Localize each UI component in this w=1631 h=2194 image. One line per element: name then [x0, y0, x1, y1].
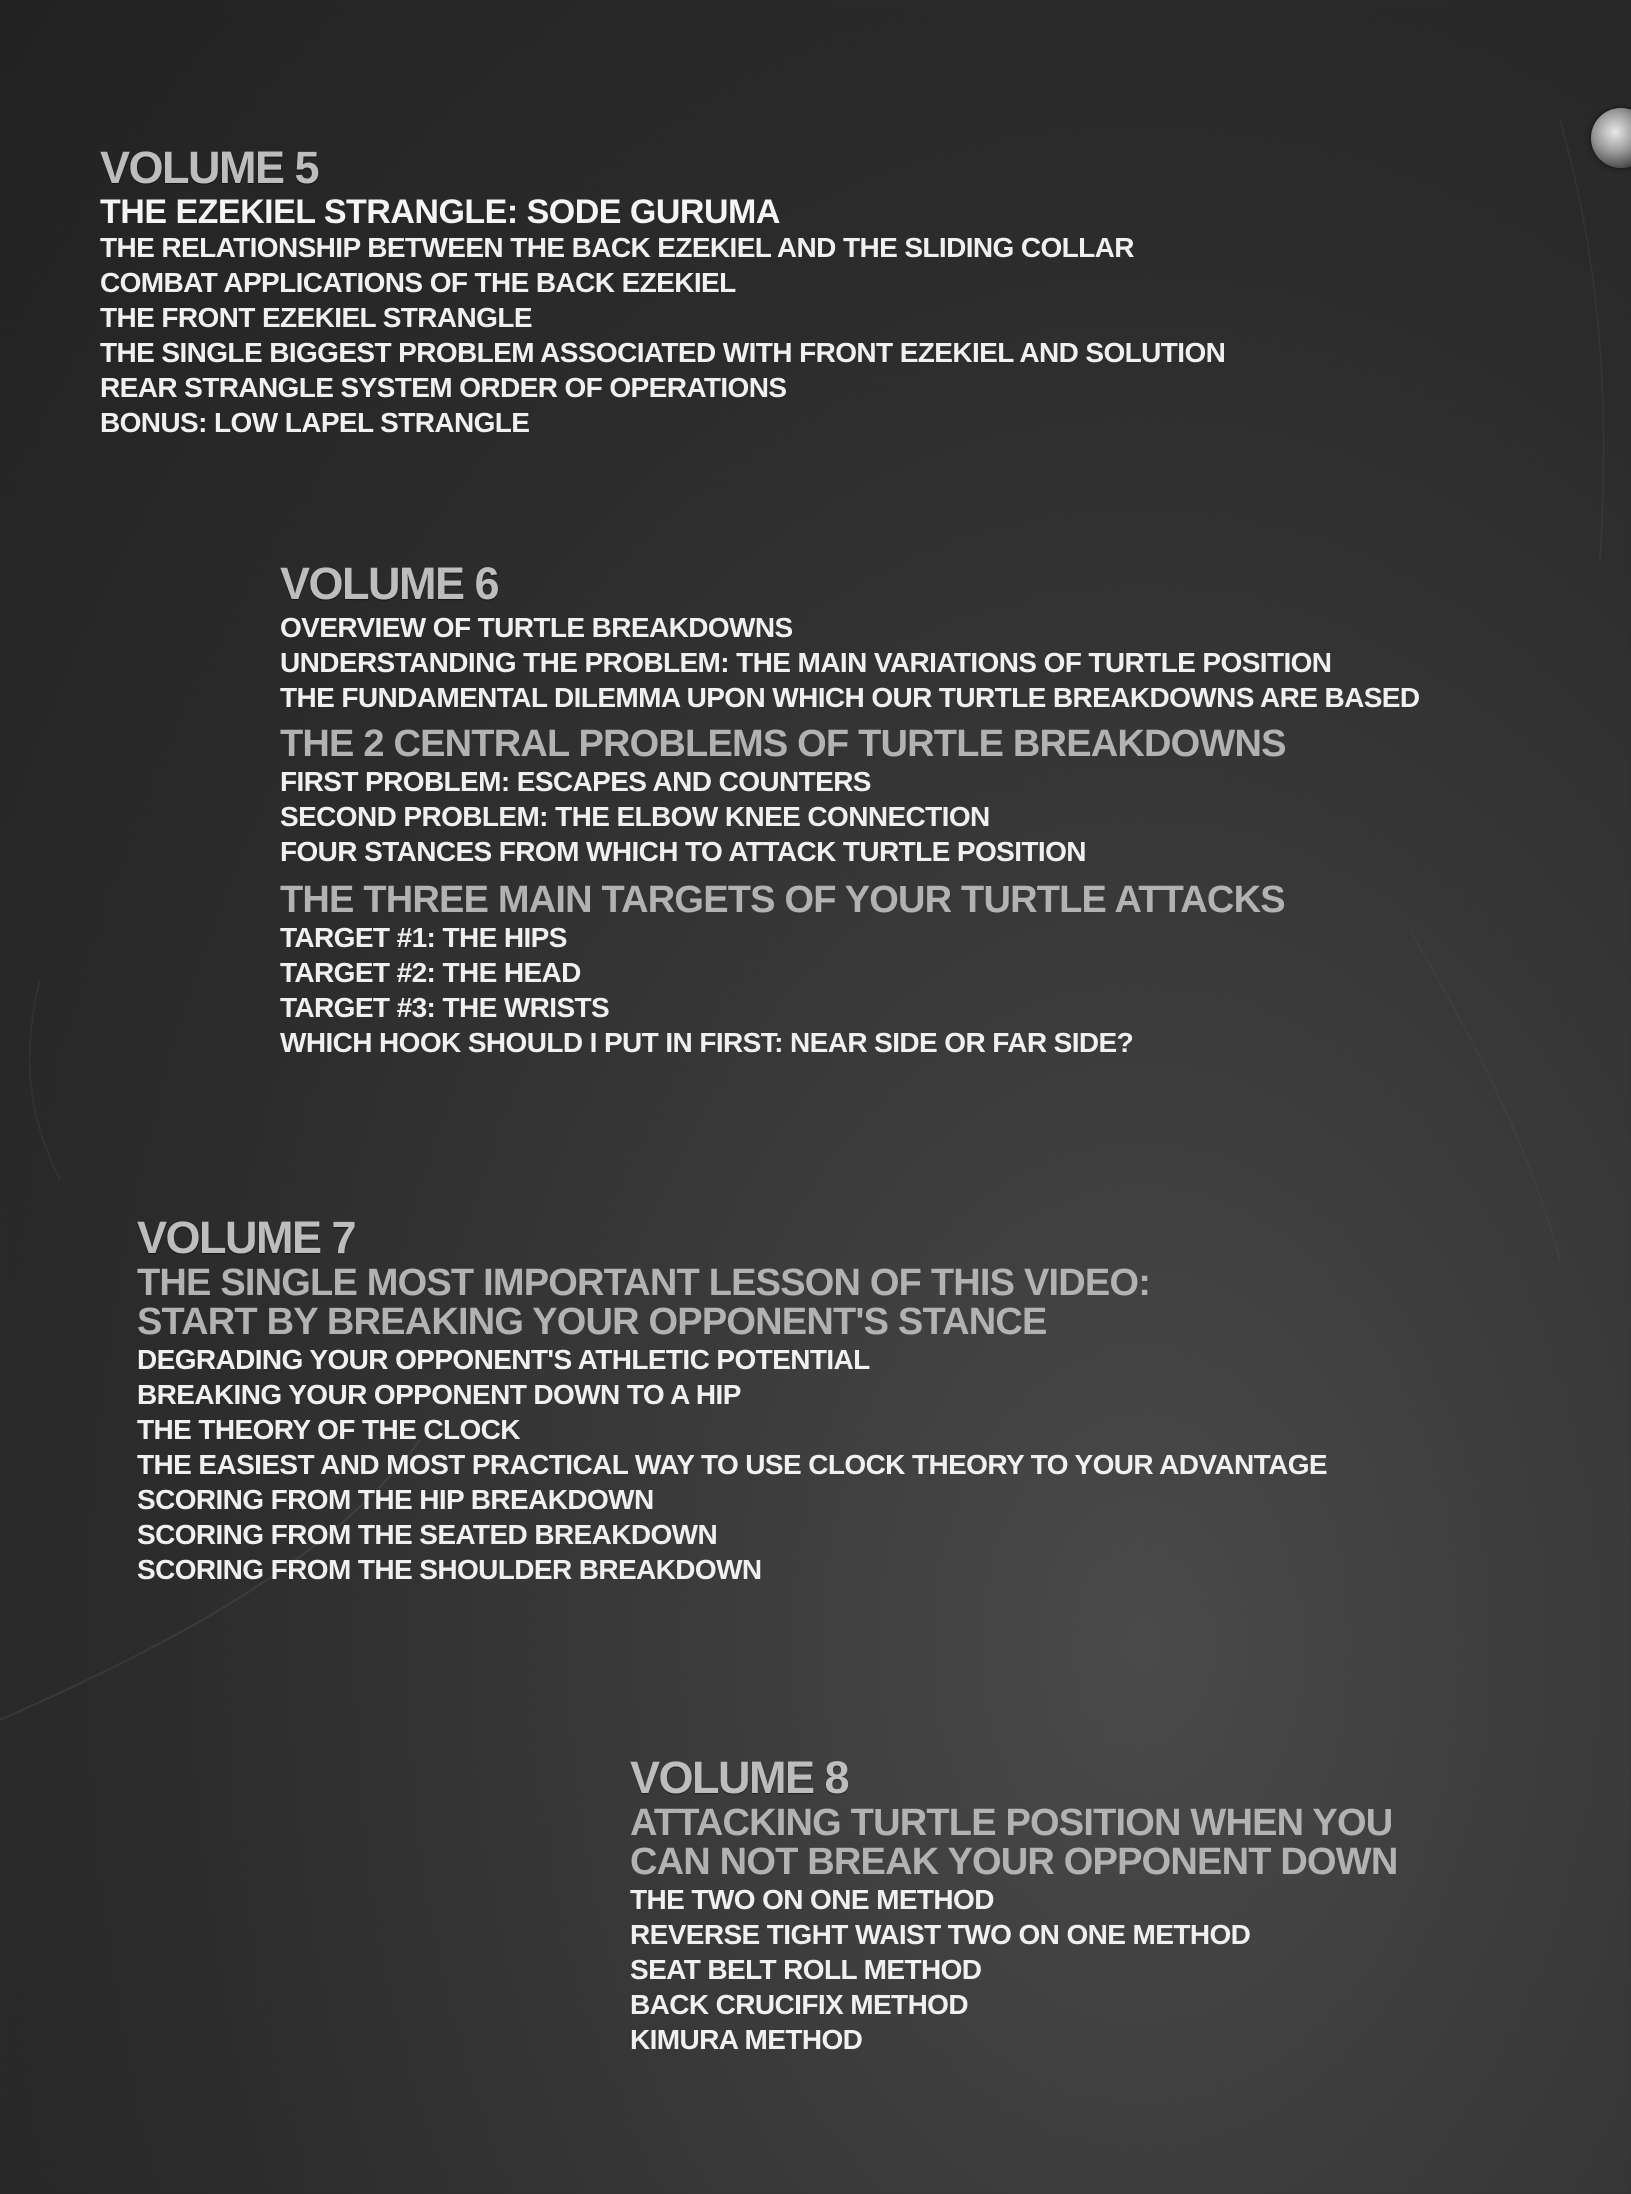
list-item: TARGET #3: THE WRISTS [280, 992, 610, 1023]
volume-8-heading-line-2: CAN NOT BREAK YOUR OPPONENT DOWN [630, 1841, 1398, 1883]
volume-5-list [100, 230, 1225, 440]
volume-6-section [280, 558, 1419, 1060]
volume-8-title: VOLUME 8 [630, 1752, 849, 1803]
list-item: FOUR STANCES FROM WHICH TO ATTACK TURTLE POSITION [280, 836, 1086, 867]
list-item: SEAT BELT ROLL METHOD [630, 1954, 982, 1985]
volume-6-title: VOLUME 6 [280, 558, 499, 609]
list-item: THE EASIEST AND MOST PRACTICAL WAY TO USE CLOCK THEORY TO YOUR ADVANTAGE [137, 1449, 1327, 1480]
volume-6-heading-main-targets: THE THREE MAIN TARGETS OF YOUR TURTLE ATTACKS [280, 879, 1285, 921]
list-item: BONUS: LOW LAPEL STRANGLE [100, 407, 530, 438]
list-item: THE RELATIONSHIP BETWEEN THE BACK EZEKIEL AND THE SLIDING COLLAR [100, 232, 1134, 263]
list-item: SECOND PROBLEM: THE ELBOW KNEE CONNECTION [280, 801, 990, 832]
volume-7-title: VOLUME 7 [137, 1212, 356, 1263]
list-item: THE FRONT EZEKIEL STRANGLE [100, 302, 532, 333]
list-item: KIMURA METHOD [630, 2024, 863, 2055]
volume-8-section [630, 1752, 1398, 2057]
list-item: THE THEORY OF THE CLOCK [137, 1414, 520, 1445]
list-item: REAR STRANGLE SYSTEM ORDER OF OPERATIONS [100, 372, 787, 403]
volume-7-heading-line-2: START BY BREAKING YOUR OPPONENT'S STANCE [137, 1301, 1047, 1343]
list-item: BREAKING YOUR OPPONENT DOWN TO A HIP [137, 1379, 741, 1410]
volume-5-section [100, 142, 1225, 440]
list-item: SCORING FROM THE SHOULDER BREAKDOWN [137, 1554, 762, 1585]
list-item: THE TWO ON ONE METHOD [630, 1884, 994, 1915]
volume-7-heading-line-1: THE SINGLE MOST IMPORTANT LESSON OF THIS VIDEO: [137, 1262, 1151, 1304]
list-item: REVERSE TIGHT WAIST TWO ON ONE METHOD [630, 1919, 1251, 1950]
volume-6-list-c [280, 920, 1419, 1060]
list-item: THE SINGLE BIGGEST PROBLEM ASSOCIATED WITH FRONT EZEKIEL AND SOLUTION [100, 337, 1226, 368]
list-item: OVERVIEW OF TURTLE BREAKDOWNS [280, 612, 793, 643]
list-item: TARGET #2: THE HEAD [280, 957, 581, 988]
list-item: TARGET #1: THE HIPS [280, 922, 567, 953]
volume-5-title: VOLUME 5 [100, 142, 319, 193]
volume-7-section [137, 1212, 1327, 1587]
list-item: DEGRADING YOUR OPPONENT'S ATHLETIC POTENTIAL [137, 1344, 870, 1375]
volume-6-heading-central-problems: THE 2 CENTRAL PROBLEMS OF TURTLE BREAKDOWNS [280, 723, 1286, 765]
list-item: UNDERSTANDING THE PROBLEM: THE MAIN VARIATIONS OF TURTLE POSITION [280, 647, 1332, 678]
volume-7-list [137, 1342, 1327, 1587]
volume-8-heading-line-1: ATTACKING TURTLE POSITION WHEN YOU [630, 1802, 1393, 1844]
list-item: BACK CRUCIFIX METHOD [630, 1989, 968, 2020]
list-item: SCORING FROM THE HIP BREAKDOWN [137, 1484, 654, 1515]
list-item: THE FUNDAMENTAL DILEMMA UPON WHICH OUR TURTLE BREAKDOWNS ARE BASED [280, 682, 1420, 713]
list-item: WHICH HOOK SHOULD I PUT IN FIRST: NEAR SIDE OR FAR SIDE? [280, 1027, 1134, 1058]
list-item: SCORING FROM THE SEATED BREAKDOWN [137, 1519, 718, 1550]
volume-8-list [630, 1882, 1398, 2057]
volume-6-list-b [280, 764, 1419, 869]
list-item: FIRST PROBLEM: ESCAPES AND COUNTERS [280, 766, 871, 797]
volume-6-list-a [280, 610, 1419, 715]
corner-knob-graphic [1591, 108, 1631, 168]
list-item: COMBAT APPLICATIONS OF THE BACK EZEKIEL [100, 267, 736, 298]
volume-5-subtitle: THE EZEKIEL STRANGLE: SODE GURUMA [100, 193, 780, 231]
